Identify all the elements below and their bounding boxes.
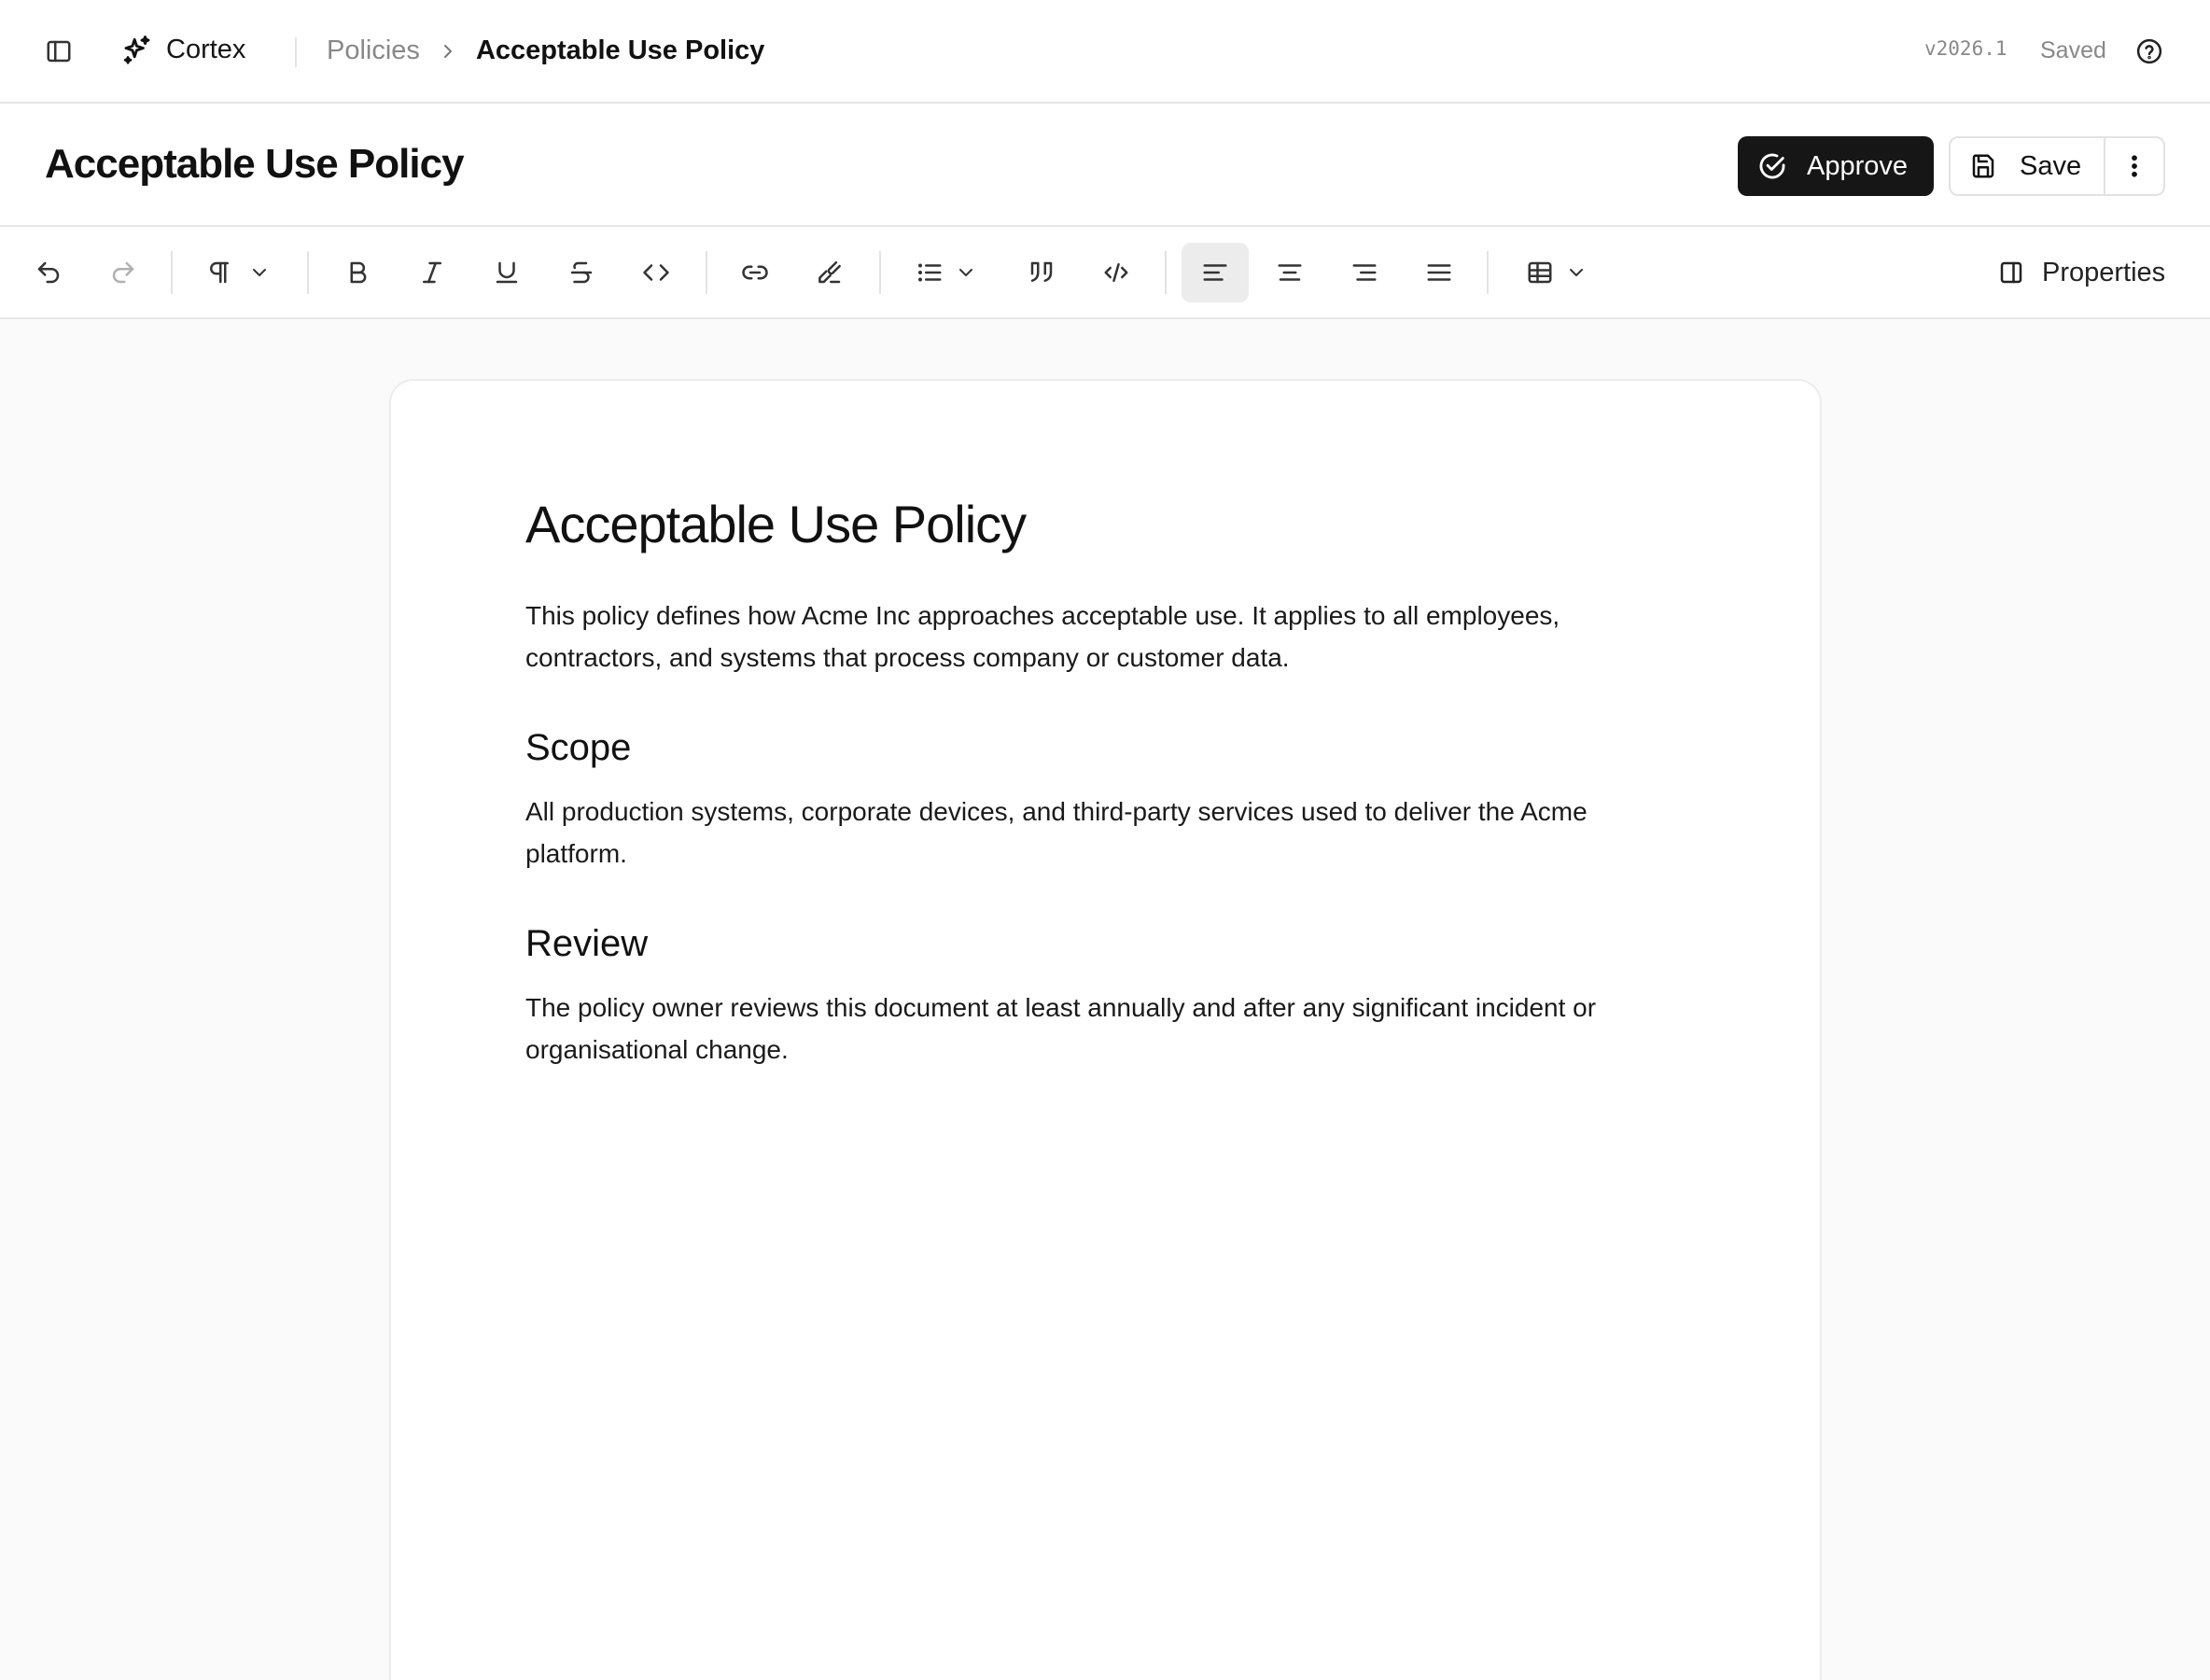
divider [1165,251,1167,294]
align-center-icon[interactable] [1266,243,1314,302]
approve-label: Approve [1807,150,1909,181]
table-icon [1526,259,1554,287]
heading-review[interactable]: Review [525,923,649,965]
document-title[interactable]: Acceptable Use Policy [525,495,1027,553]
bold-icon[interactable] [333,243,382,302]
save-button-group [1949,136,2165,196]
table-dropdown[interactable] [1521,243,1592,302]
list-dropdown[interactable] [911,243,982,302]
help-icon[interactable] [2135,37,2163,65]
sidebar-toggle-icon[interactable] [45,37,73,65]
underline-icon[interactable] [483,243,531,302]
align-right-icon[interactable] [1340,243,1389,302]
save-icon [1969,152,1997,180]
align-justify-icon[interactable] [1415,243,1463,302]
document-content[interactable] [525,493,1673,1071]
properties-button[interactable] [1997,243,2165,302]
inline-code-icon[interactable] [632,243,680,302]
save-label: Save [2020,150,2082,181]
strikethrough-icon[interactable] [557,243,606,302]
code-block-icon[interactable] [1092,243,1140,302]
divider [295,37,297,67]
paragraph-scope[interactable]: All production systems, corporate devices, and third-party services used to deliver the Acme platform. [525,797,1588,869]
divider [171,251,173,294]
link-icon[interactable] [731,243,779,302]
app-brand[interactable] [121,34,245,65]
divider [307,251,309,294]
breadcrumb-parent-link[interactable]: Policies [327,35,420,65]
redo-icon[interactable] [99,243,147,302]
panel-right-icon [1997,259,2025,287]
chevron-right-icon [437,40,459,63]
top-bar [0,0,2210,104]
pilcrow-icon [205,259,233,287]
quote-icon[interactable] [1017,243,1066,302]
editor-toolbar [0,227,2210,319]
undo-icon[interactable] [24,243,73,302]
paragraph-review[interactable]: The policy owner reviews this document at least annually and after any significant incident or organisational change. [525,993,1597,1065]
breadcrumb-current: Acceptable Use Policy [475,35,765,65]
divider [1487,251,1489,294]
approve-button[interactable] [1738,136,1934,196]
italic-icon[interactable] [408,243,456,302]
chevron-down-icon [944,261,977,284]
list-icon [916,259,944,287]
save-button[interactable] [1951,138,2105,194]
more-options-icon[interactable] [2105,138,2163,194]
paragraph-intro[interactable]: This policy defines how Acme Inc approaches acceptable use. It applies to all employees, contractors, and systems that process company or customer data. [525,601,1560,673]
sparkles-icon [121,34,153,65]
app-name: Cortex [166,34,246,64]
chevron-down-icon [233,261,271,284]
chevron-down-icon [1554,261,1588,284]
divider [706,251,707,294]
version-label: v2026.1 [1924,37,2007,60]
breadcrumb [327,35,764,66]
heading-scope[interactable]: Scope [525,727,632,769]
document-page[interactable] [389,379,1822,1680]
align-left-icon[interactable] [1182,243,1249,302]
save-status: Saved [2040,37,2106,63]
paragraph-style-dropdown[interactable] [200,243,276,302]
check-circle-icon [1756,150,1788,182]
properties-label: Properties [2042,257,2166,287]
page-title: Acceptable Use Policy [45,141,464,187]
title-bar [0,104,2210,227]
highlighter-icon[interactable] [805,243,854,302]
divider [879,251,881,294]
